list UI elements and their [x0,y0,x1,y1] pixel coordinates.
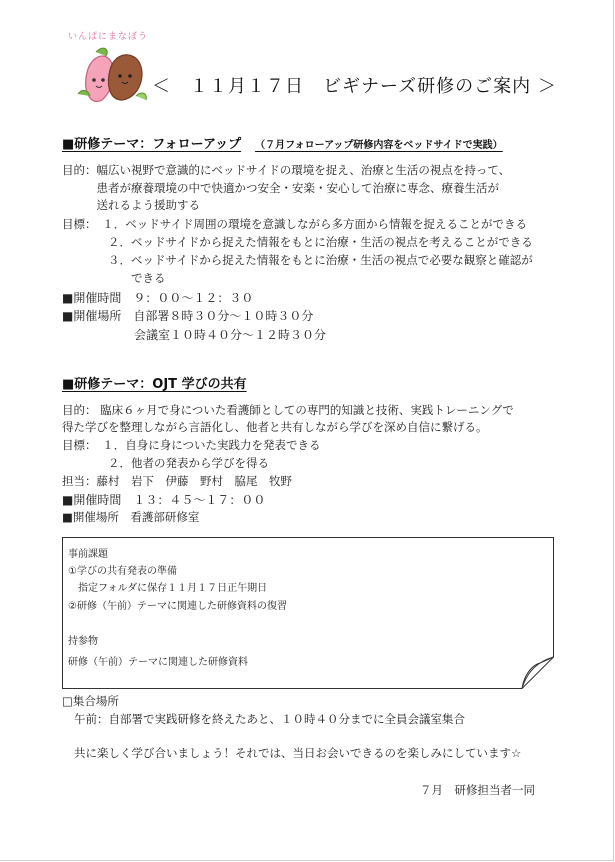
assembly-text: 午前：自部署で実践研修を終えたあと、１０時４０分までに全員会議室集合 [74,712,465,726]
section2-goal-line-2: ２．他者の発表から学びを得る [62,456,269,470]
section2-heading-text: ■研修テーマ：OJT 学びの共有 [62,377,247,392]
section2-heading [62,373,247,392]
section1-place-1: ■開催場所 自部署８時３０分～１０時３０分 [62,309,314,323]
box-line-4: ②研修（午前）テーマに関連した研修資料の復習 [68,601,287,612]
mascot-illustration-icon [76,42,158,108]
section2-staff: 担当：藤村 岩下 伊藤 野村 脇尾 牧野 [62,474,292,488]
section2-purpose-line-2: 得た学びを整理しながら言語化し、他者と共有しながら学びを深め自信に繋げる。 [62,420,488,434]
logo-text: いんぱにまなぼう [68,32,149,42]
page-title: ＜ １１月１７日 ビギナーズ研修のご案内 ＞ [152,76,557,97]
section2-purpose-line-1: 目的： 臨床６ヶ月で身についた看護師としての専門的知識と技術、実践トレーニングで [62,403,514,417]
section1-purpose-line-3: 送れるよう援助する [62,198,200,212]
pre-assignment-box [62,537,554,689]
assembly-heading: □集合場所 [62,694,119,708]
section1-goal-line-3: ３．ベッドサイドから捉えた情報をもとに治療・生活の視点で必要な観察と確認が [62,253,533,267]
section2-time: ■開催時間 １３：４５～１７：００ [62,493,266,507]
section1-purpose-line-2: 患者が療養環境の中で快適かつ安全・安楽・安心して治療に専念、療養生活が [62,181,499,195]
signature: ７月 研修担当者一同 [420,783,535,797]
box-line-1: 事前課題 [68,549,108,560]
section1-heading-text: ■研修テーマ：フォローアップ [62,137,242,152]
section1-purpose-line-1: 目的：幅広い視野で意識的にベッドサイドの環境を捉え、治療と生活の視点を持って、 [62,163,511,177]
box-line-7: 研修（午前）テーマに関連した研修資料 [68,657,248,668]
section1-time: ■開催時間 ９：００～１２：３０ [62,291,254,305]
section1-heading [62,133,503,152]
box-line-3: 指定フォルダに保存１１月１７日正午期日 [68,583,268,594]
box-line-6: 持参物 [68,636,98,647]
box-line-2: ①学びの共有発表の準備 [68,566,177,577]
section2-goal-line-1: 目標： １．自身に身についた実践力を発表できる [62,438,321,452]
closing-message: 共に楽しく学び合いましょう！それでは、当日お会いできるのを楽しみにしています☆ [74,746,522,760]
section1-goal-line-2: ２．ベッドサイドから捉えた情報をもとに治療・生活の視点を考えることができる [62,235,533,249]
section1-goal-line-1: 目標： １．ベッドサイド周囲の環境を意識しながら多方面から情報を捉えることができる [62,217,527,231]
section1-place-2: 会議室１０時４０分～１２時３０分 [134,328,327,342]
section1-subheading: （７月フォローアップ研修内容をベッドサイドで実践） [255,140,503,151]
section2-place: ■開催場所 看護部研修室 [62,510,200,524]
section1-goal-line-4: できる [62,271,166,285]
